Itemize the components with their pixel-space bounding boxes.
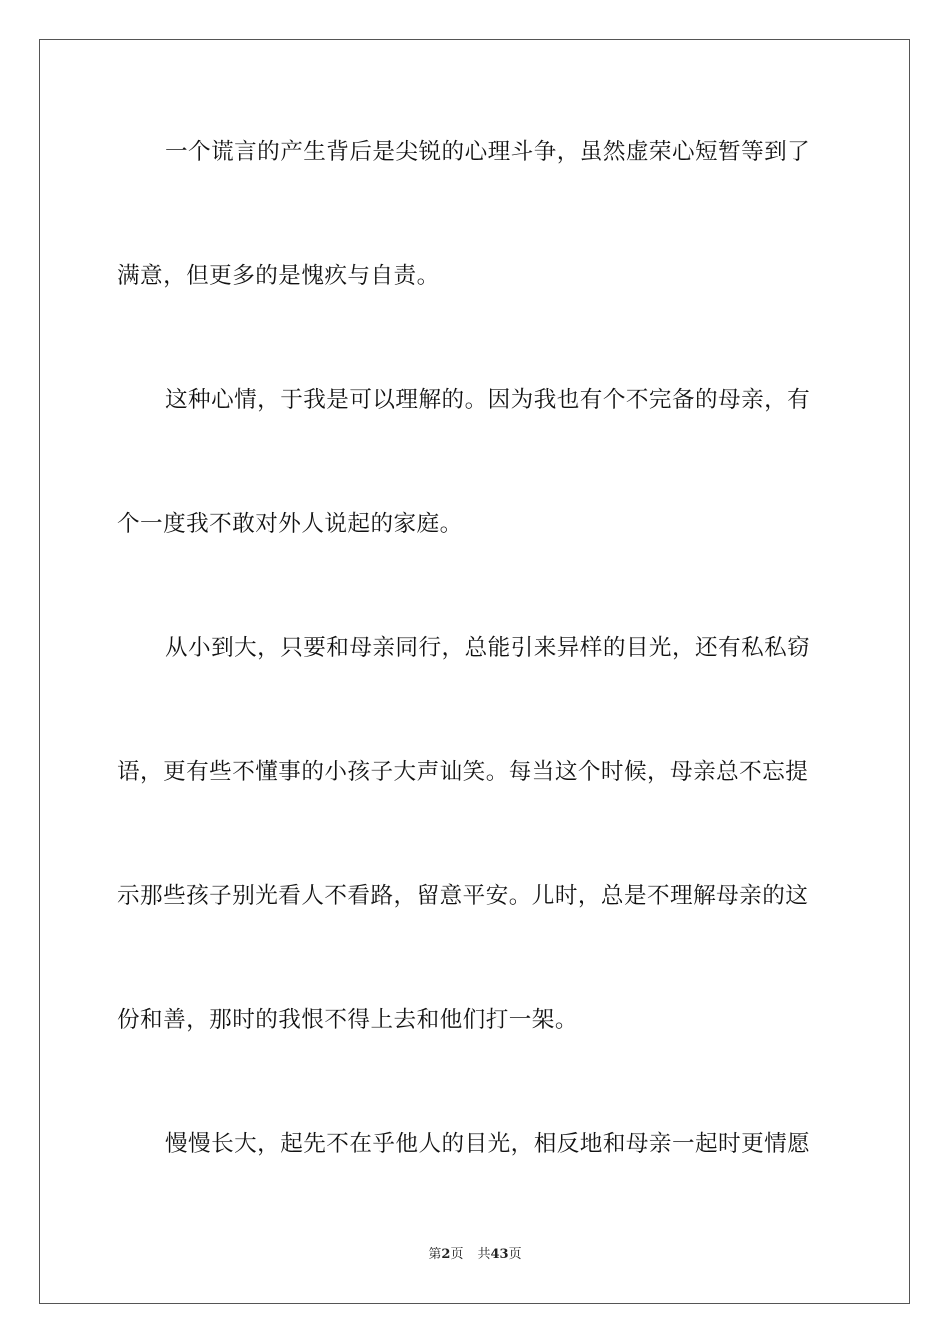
page-footer <box>0 1246 950 1264</box>
page-border <box>39 39 910 1304</box>
paragraph-line-4: 个一度我不敢对外人说起的家庭。 <box>117 511 463 537</box>
paragraph-line-8: 份和善，那时的我恨不得上去和他们打一架。 <box>117 1007 578 1033</box>
paragraph-line-1: 一个谎言的产生背后是尖锐的心理斗争，虽然虚荣心短暂等到了 <box>165 139 811 165</box>
footer-page-number: 2 <box>441 1247 451 1262</box>
footer-page-suffix: 页 <box>450 1247 464 1262</box>
footer-total-prefix: 共 <box>477 1247 491 1262</box>
paragraph-line-6: 语，更有些不懂事的小孩子大声讪笑。每当这个时候，母亲总不忘提 <box>117 759 809 785</box>
paragraph-line-7: 示那些孩子别光看人不看路，留意平安。儿时，总是不理解母亲的这 <box>117 883 809 909</box>
footer-total-suffix: 页 <box>508 1247 522 1262</box>
paragraph-line-5: 从小到大，只要和母亲同行，总能引来异样的目光，还有私私窃 <box>165 635 811 661</box>
paragraph-line-3: 这种心情，于我是可以理解的。因为我也有个不完备的母亲，有 <box>165 387 811 413</box>
footer-page-prefix: 第 <box>428 1247 442 1262</box>
footer-total-pages: 43 <box>490 1247 509 1262</box>
paragraph-line-9: 慢慢长大，起先不在乎他人的目光，相反地和母亲一起时更情愿 <box>165 1131 811 1157</box>
paragraph-line-2: 满意，但更多的是愧疚与自责。 <box>117 263 440 289</box>
